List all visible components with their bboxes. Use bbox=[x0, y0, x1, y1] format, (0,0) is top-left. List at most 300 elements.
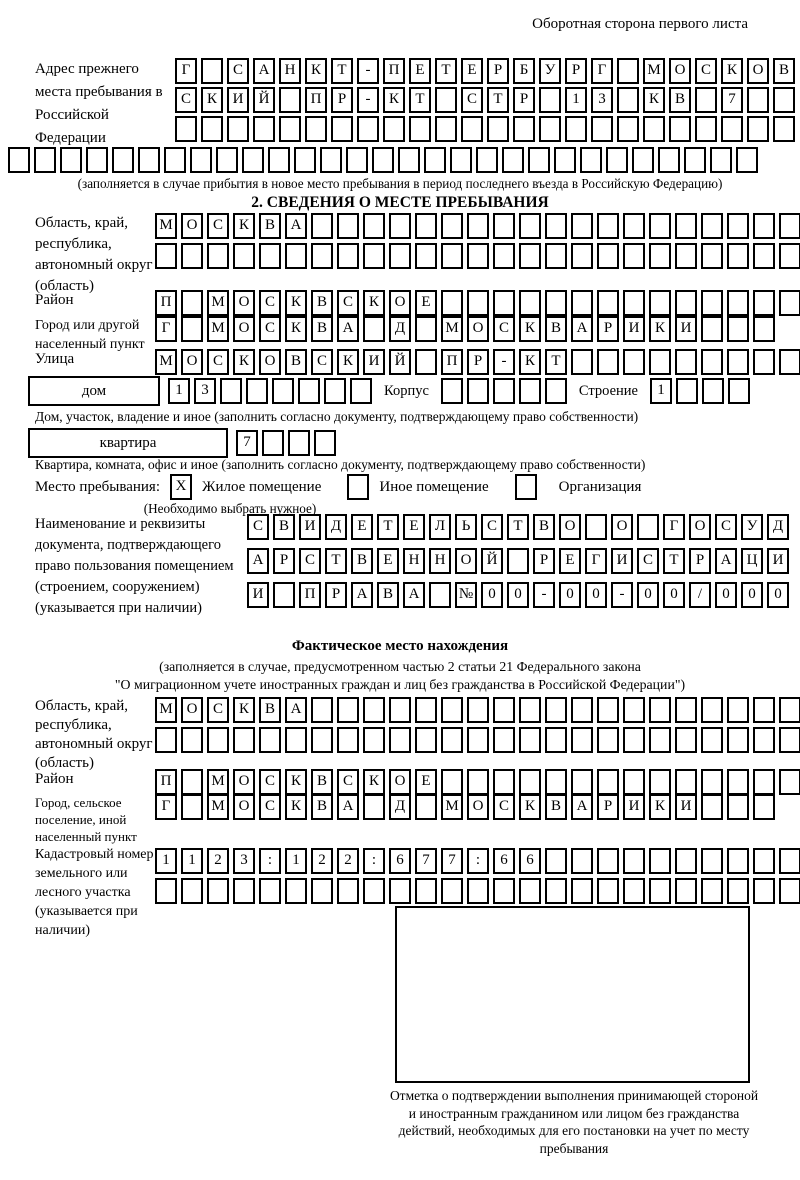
char-cell: С bbox=[175, 87, 197, 113]
char-cell: В bbox=[259, 213, 281, 239]
char-cell: К bbox=[285, 290, 307, 316]
house-row bbox=[28, 376, 750, 406]
actual-district-block bbox=[35, 769, 800, 795]
char-cell: К bbox=[233, 349, 255, 375]
char-cell bbox=[736, 147, 758, 173]
char-cell bbox=[779, 848, 800, 874]
char-cell bbox=[155, 243, 177, 269]
char-cell bbox=[649, 769, 671, 795]
char-cell bbox=[571, 243, 593, 269]
char-cell: О bbox=[259, 349, 281, 375]
char-cell bbox=[207, 878, 229, 904]
char-cell: Т bbox=[545, 349, 567, 375]
char-cell bbox=[337, 243, 359, 269]
char-cell bbox=[675, 243, 697, 269]
char-cell bbox=[181, 290, 203, 316]
char-cell: А bbox=[337, 794, 359, 820]
char-cell bbox=[545, 243, 567, 269]
char-cell: О bbox=[181, 213, 203, 239]
char-cell bbox=[617, 116, 639, 142]
char-cell bbox=[519, 378, 541, 404]
apartment-box-label: квартира bbox=[28, 428, 228, 458]
house-number-cells bbox=[168, 378, 372, 404]
char-cell: В bbox=[773, 58, 795, 84]
char-cell: С bbox=[227, 58, 249, 84]
district-block bbox=[35, 290, 800, 316]
char-cell: С bbox=[299, 548, 321, 574]
char-cell: Д bbox=[389, 316, 411, 342]
char-cell: 0 bbox=[559, 582, 581, 608]
char-cell bbox=[545, 213, 567, 239]
char-cell bbox=[155, 727, 177, 753]
char-cell bbox=[545, 769, 567, 795]
char-cell: П bbox=[155, 769, 177, 795]
char-cell: 1 bbox=[181, 848, 203, 874]
char-cell: О bbox=[467, 316, 489, 342]
char-cell: И bbox=[611, 548, 633, 574]
char-cell bbox=[8, 147, 30, 173]
char-cell: М bbox=[155, 697, 177, 723]
char-cell: С bbox=[207, 213, 229, 239]
korpus-cells bbox=[441, 378, 567, 404]
char-cell: : bbox=[259, 848, 281, 874]
checkbox-inoe bbox=[347, 474, 369, 500]
char-cell bbox=[701, 316, 723, 342]
char-cell bbox=[617, 87, 639, 113]
char-cell: О bbox=[233, 316, 255, 342]
doc-block bbox=[35, 514, 789, 619]
char-cell bbox=[571, 349, 593, 375]
char-cell bbox=[695, 87, 717, 113]
char-cell: 1 bbox=[650, 378, 672, 404]
char-cell: О bbox=[747, 58, 769, 84]
char-cell: В bbox=[377, 582, 399, 608]
doc-rows bbox=[247, 514, 789, 608]
char-cell: И bbox=[227, 87, 249, 113]
char-cell: А bbox=[285, 697, 307, 723]
char-cell bbox=[363, 697, 385, 723]
char-cell: М bbox=[441, 316, 463, 342]
char-cell bbox=[519, 878, 541, 904]
char-cell bbox=[324, 378, 346, 404]
char-cell bbox=[597, 727, 619, 753]
char-cell bbox=[519, 213, 541, 239]
char-cell bbox=[597, 878, 619, 904]
district-row bbox=[155, 290, 800, 316]
char-cell bbox=[684, 147, 706, 173]
char-cell bbox=[779, 769, 800, 795]
char-cell bbox=[623, 727, 645, 753]
char-cell: 0 bbox=[481, 582, 503, 608]
char-cell: А bbox=[337, 316, 359, 342]
char-cell: 7 bbox=[236, 430, 258, 456]
char-cell bbox=[728, 378, 750, 404]
char-cell: Т bbox=[663, 548, 685, 574]
char-cell: 0 bbox=[741, 582, 763, 608]
char-cell: К bbox=[383, 87, 405, 113]
char-cell bbox=[415, 878, 437, 904]
char-cell bbox=[285, 243, 307, 269]
char-cell bbox=[617, 58, 639, 84]
char-cell: Д bbox=[767, 514, 789, 540]
char-cell bbox=[467, 769, 489, 795]
char-cell bbox=[409, 116, 431, 142]
char-cell bbox=[727, 848, 749, 874]
char-cell bbox=[727, 213, 749, 239]
house-box-label: дом bbox=[28, 376, 160, 406]
char-cell: А bbox=[351, 582, 373, 608]
char-cell bbox=[554, 147, 576, 173]
char-cell bbox=[747, 116, 769, 142]
char-cell bbox=[623, 243, 645, 269]
char-cell bbox=[606, 147, 628, 173]
char-cell: К bbox=[337, 349, 359, 375]
char-cell bbox=[727, 794, 749, 820]
char-cell: - bbox=[493, 349, 515, 375]
region-rows bbox=[155, 213, 800, 269]
actual-location-heading: Фактическое место нахождения bbox=[291, 638, 509, 654]
char-cell: И bbox=[675, 794, 697, 820]
char-cell bbox=[441, 769, 463, 795]
char-cell bbox=[435, 87, 457, 113]
char-cell bbox=[181, 794, 203, 820]
char-cell bbox=[415, 213, 437, 239]
prev-address-row-4 bbox=[8, 147, 758, 173]
char-cell bbox=[441, 878, 463, 904]
char-cell bbox=[727, 290, 749, 316]
prev-address-row-2 bbox=[175, 87, 795, 113]
char-cell bbox=[259, 878, 281, 904]
char-cell: Р bbox=[689, 548, 711, 574]
char-cell: Г bbox=[663, 514, 685, 540]
char-cell bbox=[86, 147, 108, 173]
char-cell bbox=[190, 147, 212, 173]
char-cell bbox=[649, 243, 671, 269]
char-cell bbox=[429, 582, 451, 608]
actual-region-block bbox=[35, 697, 800, 773]
char-cell: : bbox=[363, 848, 385, 874]
char-cell: И bbox=[623, 794, 645, 820]
char-cell: 0 bbox=[767, 582, 789, 608]
char-cell bbox=[597, 349, 619, 375]
char-cell bbox=[311, 243, 333, 269]
char-cell bbox=[649, 349, 671, 375]
char-cell: Р bbox=[273, 548, 295, 574]
char-cell: Б bbox=[513, 58, 535, 84]
char-cell bbox=[363, 243, 385, 269]
char-cell: Е bbox=[415, 769, 437, 795]
char-cell: К bbox=[305, 58, 327, 84]
char-cell bbox=[450, 147, 472, 173]
doc-row-1 bbox=[247, 514, 789, 540]
actual-location-note-2: "О миграционном учете иностранных граждан и лиц без гражданства в Российской Федерации") bbox=[114, 677, 686, 692]
cadastral-row-2 bbox=[155, 878, 800, 904]
actual-region-label: Область, край, республика, автономный округ (область) bbox=[35, 698, 153, 771]
char-cell bbox=[246, 378, 268, 404]
char-cell bbox=[233, 878, 255, 904]
actual-district-label: Район bbox=[35, 771, 74, 787]
char-cell: П bbox=[441, 349, 463, 375]
char-cell: В bbox=[311, 316, 333, 342]
char-cell: М bbox=[441, 794, 463, 820]
char-cell bbox=[597, 290, 619, 316]
char-cell bbox=[649, 848, 671, 874]
cadastral-label: Кадастровый номер земельного или лесного участка (указывается при наличии) bbox=[35, 847, 154, 938]
char-cell bbox=[242, 147, 264, 173]
char-cell bbox=[643, 116, 665, 142]
char-cell: О bbox=[689, 514, 711, 540]
char-cell: Д bbox=[325, 514, 347, 540]
char-cell bbox=[435, 116, 457, 142]
char-cell bbox=[727, 727, 749, 753]
char-cell bbox=[294, 147, 316, 173]
char-cell bbox=[493, 243, 515, 269]
char-cell bbox=[623, 349, 645, 375]
char-cell: С bbox=[259, 794, 281, 820]
char-cell: П bbox=[305, 87, 327, 113]
char-cell: Е bbox=[403, 514, 425, 540]
char-cell: К bbox=[363, 769, 385, 795]
char-cell bbox=[415, 243, 437, 269]
char-cell bbox=[279, 116, 301, 142]
char-cell: Т bbox=[507, 514, 529, 540]
char-cell bbox=[175, 116, 197, 142]
cadastral-rows bbox=[155, 848, 800, 904]
char-cell bbox=[502, 147, 524, 173]
char-cell bbox=[268, 147, 290, 173]
char-cell: К bbox=[649, 794, 671, 820]
char-cell bbox=[350, 378, 372, 404]
actual-location-note-1: (заполняется в случае, предусмотренном частью 2 статьи 21 Федерального закона bbox=[159, 659, 641, 674]
char-cell: В bbox=[259, 697, 281, 723]
char-cell bbox=[545, 290, 567, 316]
char-cell: А bbox=[571, 794, 593, 820]
char-cell bbox=[441, 727, 463, 753]
city-label: Город или другой населенный пункт bbox=[35, 318, 145, 352]
char-cell bbox=[487, 116, 509, 142]
char-cell: М bbox=[155, 213, 177, 239]
char-cell bbox=[675, 878, 697, 904]
char-cell bbox=[441, 290, 463, 316]
char-cell bbox=[363, 878, 385, 904]
char-cell bbox=[389, 697, 411, 723]
char-cell bbox=[753, 727, 775, 753]
char-cell: 0 bbox=[715, 582, 737, 608]
char-cell: К bbox=[201, 87, 223, 113]
char-cell: У bbox=[741, 514, 763, 540]
char-cell bbox=[753, 316, 775, 342]
actual-city-block bbox=[35, 794, 775, 845]
char-cell bbox=[441, 243, 463, 269]
char-cell bbox=[597, 243, 619, 269]
char-cell: О bbox=[467, 794, 489, 820]
char-cell: М bbox=[643, 58, 665, 84]
option-zhiloe-label: Жилое помещение bbox=[202, 478, 322, 495]
char-cell: В bbox=[311, 769, 333, 795]
char-cell bbox=[314, 430, 336, 456]
char-cell bbox=[389, 727, 411, 753]
char-cell bbox=[721, 116, 743, 142]
char-cell bbox=[632, 147, 654, 173]
region-label: Область, край, республика, автономный округ (область) bbox=[35, 215, 153, 294]
char-cell: П bbox=[155, 290, 177, 316]
char-cell bbox=[779, 697, 800, 723]
char-cell bbox=[493, 290, 515, 316]
char-cell bbox=[753, 349, 775, 375]
char-cell: 3 bbox=[233, 848, 255, 874]
char-cell bbox=[753, 769, 775, 795]
char-cell bbox=[164, 147, 186, 173]
char-cell bbox=[181, 769, 203, 795]
street-label: Улица bbox=[35, 351, 75, 367]
char-cell bbox=[675, 290, 697, 316]
char-cell bbox=[545, 727, 567, 753]
char-cell bbox=[415, 697, 437, 723]
char-cell bbox=[571, 213, 593, 239]
char-cell bbox=[233, 243, 255, 269]
char-cell: : bbox=[467, 848, 489, 874]
char-cell: М bbox=[207, 794, 229, 820]
char-cell bbox=[389, 878, 411, 904]
char-cell: Т bbox=[331, 58, 353, 84]
char-cell bbox=[363, 794, 385, 820]
char-cell: Р bbox=[325, 582, 347, 608]
char-cell bbox=[363, 213, 385, 239]
char-cell bbox=[753, 243, 775, 269]
char-cell: С bbox=[259, 769, 281, 795]
char-cell bbox=[389, 213, 411, 239]
char-cell bbox=[201, 58, 223, 84]
char-cell: 0 bbox=[663, 582, 685, 608]
char-cell bbox=[311, 727, 333, 753]
actual-region-row-2 bbox=[155, 727, 800, 753]
char-cell bbox=[701, 878, 723, 904]
char-cell: И bbox=[767, 548, 789, 574]
char-cell: Е bbox=[559, 548, 581, 574]
char-cell bbox=[528, 147, 550, 173]
char-cell bbox=[753, 794, 775, 820]
char-cell bbox=[753, 848, 775, 874]
char-cell bbox=[727, 316, 749, 342]
char-cell: Г bbox=[175, 58, 197, 84]
char-cell: В bbox=[311, 290, 333, 316]
char-cell: У bbox=[539, 58, 561, 84]
char-cell bbox=[415, 349, 437, 375]
char-cell: М bbox=[155, 349, 177, 375]
char-cell: Й bbox=[253, 87, 275, 113]
char-cell: 7 bbox=[415, 848, 437, 874]
char-cell: И bbox=[247, 582, 269, 608]
char-cell bbox=[623, 848, 645, 874]
char-cell: Т bbox=[435, 58, 457, 84]
char-cell: 7 bbox=[441, 848, 463, 874]
char-cell: О bbox=[669, 58, 691, 84]
char-cell bbox=[201, 116, 223, 142]
char-cell bbox=[727, 349, 749, 375]
char-cell bbox=[519, 697, 541, 723]
char-cell bbox=[181, 727, 203, 753]
char-cell bbox=[545, 848, 567, 874]
char-cell bbox=[779, 213, 800, 239]
char-cell bbox=[305, 116, 327, 142]
char-cell: В bbox=[545, 316, 567, 342]
char-cell bbox=[779, 878, 800, 904]
char-cell bbox=[623, 769, 645, 795]
char-cell bbox=[207, 243, 229, 269]
char-cell: К bbox=[721, 58, 743, 84]
char-cell: И bbox=[623, 316, 645, 342]
char-cell: 1 bbox=[168, 378, 190, 404]
char-cell: А bbox=[247, 548, 269, 574]
char-cell bbox=[272, 378, 294, 404]
char-cell bbox=[476, 147, 498, 173]
char-cell: С bbox=[259, 316, 281, 342]
char-cell bbox=[138, 147, 160, 173]
char-cell bbox=[398, 147, 420, 173]
char-cell bbox=[701, 848, 723, 874]
char-cell bbox=[155, 878, 177, 904]
char-cell: С bbox=[337, 290, 359, 316]
char-cell: 2 bbox=[311, 848, 333, 874]
char-cell: Р bbox=[565, 58, 587, 84]
char-cell: С bbox=[481, 514, 503, 540]
char-cell bbox=[571, 769, 593, 795]
char-cell: О bbox=[233, 769, 255, 795]
actual-city-row bbox=[155, 794, 775, 820]
char-cell: С bbox=[311, 349, 333, 375]
apartment-row bbox=[28, 428, 336, 458]
char-cell bbox=[259, 727, 281, 753]
char-cell: А bbox=[253, 58, 275, 84]
char-cell bbox=[701, 290, 723, 316]
prev-address-label: Адрес прежнего места пребывания в Российской Федерации bbox=[35, 61, 163, 146]
char-cell: С bbox=[493, 316, 515, 342]
char-cell bbox=[779, 349, 800, 375]
char-cell: К bbox=[643, 87, 665, 113]
char-cell bbox=[441, 213, 463, 239]
char-cell bbox=[701, 349, 723, 375]
street-row bbox=[155, 349, 800, 375]
char-cell bbox=[779, 290, 800, 316]
option-org-label: Организация bbox=[558, 478, 642, 495]
char-cell bbox=[181, 243, 203, 269]
char-cell: 7 bbox=[721, 87, 743, 113]
char-cell: Л bbox=[429, 514, 451, 540]
char-cell: 1 bbox=[285, 848, 307, 874]
char-cell: Г bbox=[585, 548, 607, 574]
char-cell bbox=[288, 430, 310, 456]
char-cell bbox=[675, 349, 697, 375]
char-cell bbox=[493, 697, 515, 723]
char-cell bbox=[467, 290, 489, 316]
char-cell bbox=[623, 290, 645, 316]
char-cell bbox=[493, 378, 515, 404]
char-cell bbox=[623, 878, 645, 904]
char-cell: Т bbox=[409, 87, 431, 113]
char-cell: 2 bbox=[337, 848, 359, 874]
char-cell: Е bbox=[351, 514, 373, 540]
char-cell bbox=[637, 514, 659, 540]
char-cell bbox=[424, 147, 446, 173]
char-cell bbox=[493, 727, 515, 753]
char-cell bbox=[415, 794, 437, 820]
char-cell bbox=[357, 116, 379, 142]
apartment-note: Квартира, комната, офис и иное (заполнить согласно документу, подтверждающему право собственности) bbox=[35, 457, 646, 472]
char-cell bbox=[753, 697, 775, 723]
char-cell: С bbox=[247, 514, 269, 540]
char-cell bbox=[507, 548, 529, 574]
char-cell bbox=[467, 878, 489, 904]
